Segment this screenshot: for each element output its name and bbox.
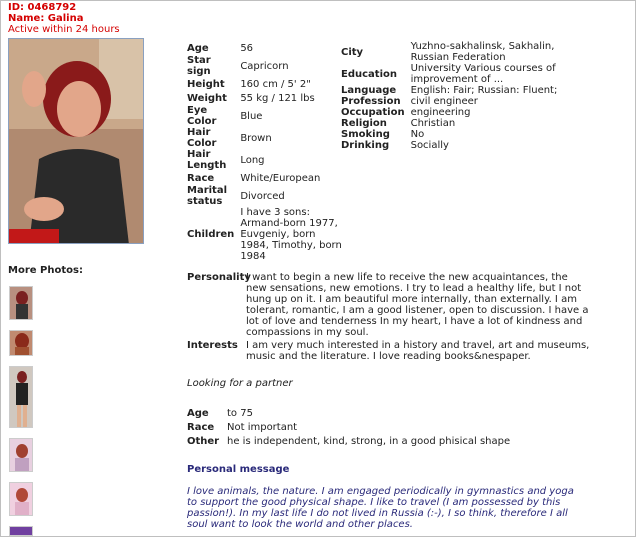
attribute-row [341,118,591,129]
attribute-row [187,91,344,105]
thumbnail-photo[interactable] [9,482,33,516]
attribute-row-value: Brown [240,132,272,144]
profile-attributes-right [341,41,591,151]
personal-message-label: Personal message [187,464,290,475]
attribute-row-key: Weight [187,92,227,104]
attribute-row-key: Hair Color [187,127,217,149]
attribute-row-value: engineering [410,107,471,118]
thumbnail-photo[interactable] [9,330,33,356]
attribute-row [341,63,591,85]
attribute-row-key: Children [187,229,235,240]
attribute-row-key: Eye Color [187,105,217,127]
attribute-row [341,129,591,140]
profile-header [8,2,120,35]
attribute-row [187,207,344,262]
attribute-row-key: Drinking [341,140,390,151]
attribute-row [187,105,344,127]
attribute-row-value: Yuzhno-sakhalinsk, Sakhalin, Russian Federation [410,41,555,63]
profile-attributes-left [187,41,344,262]
partner-preferences [187,406,527,448]
attribute-row [187,185,344,207]
preference-row-value: to 75 [227,407,253,419]
preference-row-key: Age [187,407,209,419]
attribute-row-key: Height [187,78,225,90]
preference-row [187,434,527,448]
preference-row [187,406,527,420]
attribute-row-key: Language [341,85,397,96]
thumbnail-photo[interactable] [9,366,33,428]
attribute-row-value: civil engineer [410,96,478,107]
attribute-row [187,55,344,77]
attribute-row-key: Religion [341,118,387,129]
attribute-row [187,127,344,149]
preference-row [187,420,527,434]
personality-label: Personality [187,272,251,283]
attribute-row-key: Smoking [341,129,390,140]
attribute-row-key: City [341,46,364,58]
thumbnail-photo[interactable] [9,438,33,472]
attribute-row-key: Star sign [187,55,211,77]
attribute-row-value: English: Fair; Russian: Fluent; [410,85,558,96]
attribute-row-key: Hair Length [187,149,227,171]
preference-row-value: Not important [227,421,298,433]
attribute-row-value: Socially [410,140,449,151]
attribute-row-value: 160 cm / 5' 2" [240,78,311,90]
preference-row-key: Other [187,435,220,447]
attribute-row [187,77,344,91]
thumbnail-photo[interactable] [9,526,33,536]
interests-text: I am very much interested in a history and travel, art and museums, music and the literature. I love reading books&nespaper. [246,340,590,362]
interests-label: Interests [187,340,238,351]
attribute-row [187,41,344,55]
main-profile-photo[interactable] [8,38,144,244]
thumbnail-photo[interactable] [9,286,33,320]
attribute-row-value: Divorced [240,190,285,202]
attribute-row-value: Capricorn [240,60,289,72]
attribute-row-value: Christian [410,118,456,129]
attribute-row [187,171,344,185]
attribute-row-key: Marital status [187,185,228,207]
attribute-row [187,149,344,171]
profile-name: Name: Galina [8,13,84,24]
profile-id: ID: 0468792 [8,2,77,13]
attribute-row-value: 56 [240,42,254,54]
attribute-row-key: Profession [341,96,401,107]
attribute-row-value: 55 kg / 121 lbs [240,92,315,104]
attribute-row-key: Education [341,68,397,80]
attribute-row-key: Race [187,172,215,184]
attribute-row [341,41,591,63]
more-photos-label: More Photos: [8,265,83,276]
attribute-row-value: University Various courses of improvement of ... [410,63,556,85]
personal-message-text: I love animals, the nature. I am engaged periodically in gymnastics and yoga to support the good physical shape. I like to travel (I am possessed by this passion!). In my last life I do not lived in Russia (:-), I so think, therefore I all soul want to look the world and other places. [187,486,574,530]
attribute-row-value: No [410,129,425,140]
attribute-row-value: Long [240,154,265,166]
attribute-row-value: I have 3 sons: Armand-born 1977, Euvgeniy, born 1984, Timothy, born 1984 [240,207,342,262]
personality-text: I want to begin a new life to receive the new acquaintances, the new sensations, new emotions. I try to lead a healthy life, but I not hung up on it. I am beautiful more internally, than externally. I am tolerant, romantic, I am a good listener, open to discussion. I have a lot of love and tenderness In my heart, I have a lot of kindness and compassions in my soul. [246,272,589,338]
attribute-row-key: Age [187,42,209,54]
looking-for-label: Looking for a partner [187,378,293,389]
attribute-row [341,140,591,151]
attribute-row [341,107,591,118]
attribute-row-value: White/European [240,172,321,184]
preference-row-value: he is independent, kind, strong, in a good phisical shape [227,435,511,447]
attribute-row-key: Occupation [341,107,405,118]
attribute-row-value: Blue [240,110,263,122]
attribute-row [341,96,591,107]
preference-row-key: Race [187,421,215,433]
activity-status: Active within 24 hours [8,24,120,35]
attribute-row [341,85,591,96]
